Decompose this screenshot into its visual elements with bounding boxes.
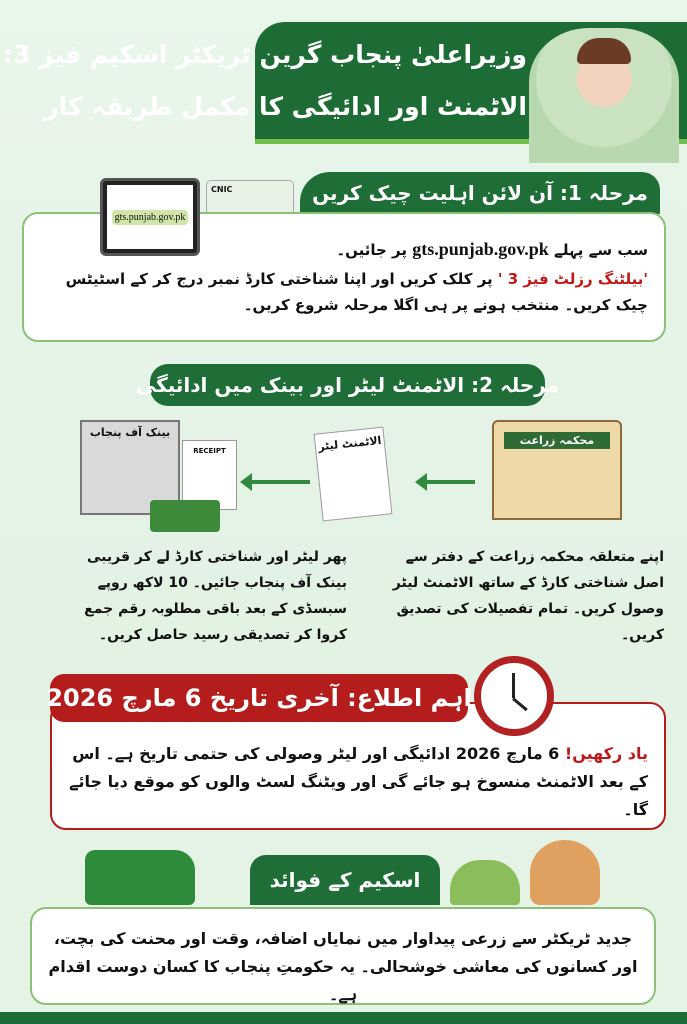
- cash-icon: [150, 500, 220, 532]
- office-building-icon: [492, 420, 622, 520]
- bank-label: بینک آف پنجاب: [89, 426, 171, 439]
- step1-highlight: 'بیلٹنگ رزلٹ فیز 3 ': [497, 269, 648, 288]
- step1-text: پر کلک کریں اور اپنا شناختی کارڈ نمبر درج کر کے اسٹیٹس چیک کریں۔ منتخب ہونے پر ہی اگلا مرحلہ شروع کریں۔: [65, 269, 648, 314]
- farmer-icon: [530, 840, 600, 905]
- step1-title: مرحلہ 1: آن لائن اہلیت چیک کریں: [300, 172, 660, 214]
- portrait-image: [529, 28, 679, 163]
- alert-title: اہم اطلاع: آخری تاریخ 6 مارچ 2026: [50, 674, 468, 722]
- stopwatch-icon: [474, 656, 554, 736]
- benefits-box: [30, 907, 656, 1005]
- tractor-icon: [85, 850, 195, 905]
- bottom-bar: [0, 1012, 687, 1024]
- header-banner: [3, 22, 687, 144]
- laptop-icon: [100, 178, 200, 256]
- step2-title: مرحلہ 2: الاٹمنٹ لیٹر اور بینک میں ادائیگی: [150, 364, 545, 406]
- alert-text: 6 مارچ 2026 ادائیگی اور لیٹر وصولی کی حتمی تاریخ ہے۔ اس کے بعد الاٹمنٹ منسوخ ہو جائے گی اور ویٹنگ لسٹ والوں کو موقع دیا جائے گا۔: [69, 744, 648, 819]
- arrow-icon: [250, 480, 310, 484]
- step2-left-text: پھر لیٹر اور شناختی کارڈ لے کر قریبی بینک آف پنجاب جائیں۔ 10 لاکھ روپے سبسڈی کے بعد باقی مطلوبہ رقم جمع کروا کر تصدیقی رسید حاصل کریں۔: [84, 549, 347, 643]
- alert-highlight: یاد رکھیں!: [564, 744, 648, 763]
- receipt-label: RECEIPT: [193, 447, 226, 455]
- allotment-letter-icon: [314, 427, 393, 522]
- benefits-text: جدید ٹریکٹر سے زرعی پیداوار میں نمایاں اضافہ، وقت اور محنت کی بچت، اور کسانوں کی معاشی خوشحالی۔ یہ حکومتِ پنجاب کا کسان دوست اقدام ہے۔: [48, 929, 638, 1004]
- step1-line1-post: پر جائیں۔: [336, 241, 407, 259]
- step2-right-text: اپنے متعلقہ محکمہ زراعت کے دفتر سے اصل شناختی کارڈ کے ساتھ الاٹمنٹ لیٹر وصول کریں۔ تمام تفصیلات کی تصدیق کریں۔: [392, 549, 664, 643]
- letter-label: الاٹمنٹ لیٹر: [317, 433, 383, 454]
- arrow-icon: [425, 480, 475, 484]
- header-title-line2: الاٹمنٹ اور ادائیگی کا مکمل طریقہ کار: [44, 92, 527, 121]
- step1-url: gts.punjab.gov.pk: [412, 239, 549, 259]
- step1-line1-pre: سب سے پہلے: [554, 241, 648, 259]
- benefits-title: اسکیم کے فوائد: [250, 855, 440, 905]
- office-label: محکمہ زراعت: [504, 432, 610, 449]
- card-label: CNIC: [211, 185, 233, 194]
- header-title-line1: وزیراعلیٰ پنجاب گرین ٹریکٹر اسکیم فیز 3:: [3, 40, 527, 69]
- laptop-url: gts.punjab.gov.pk: [112, 210, 189, 225]
- plants-icon: [450, 860, 520, 905]
